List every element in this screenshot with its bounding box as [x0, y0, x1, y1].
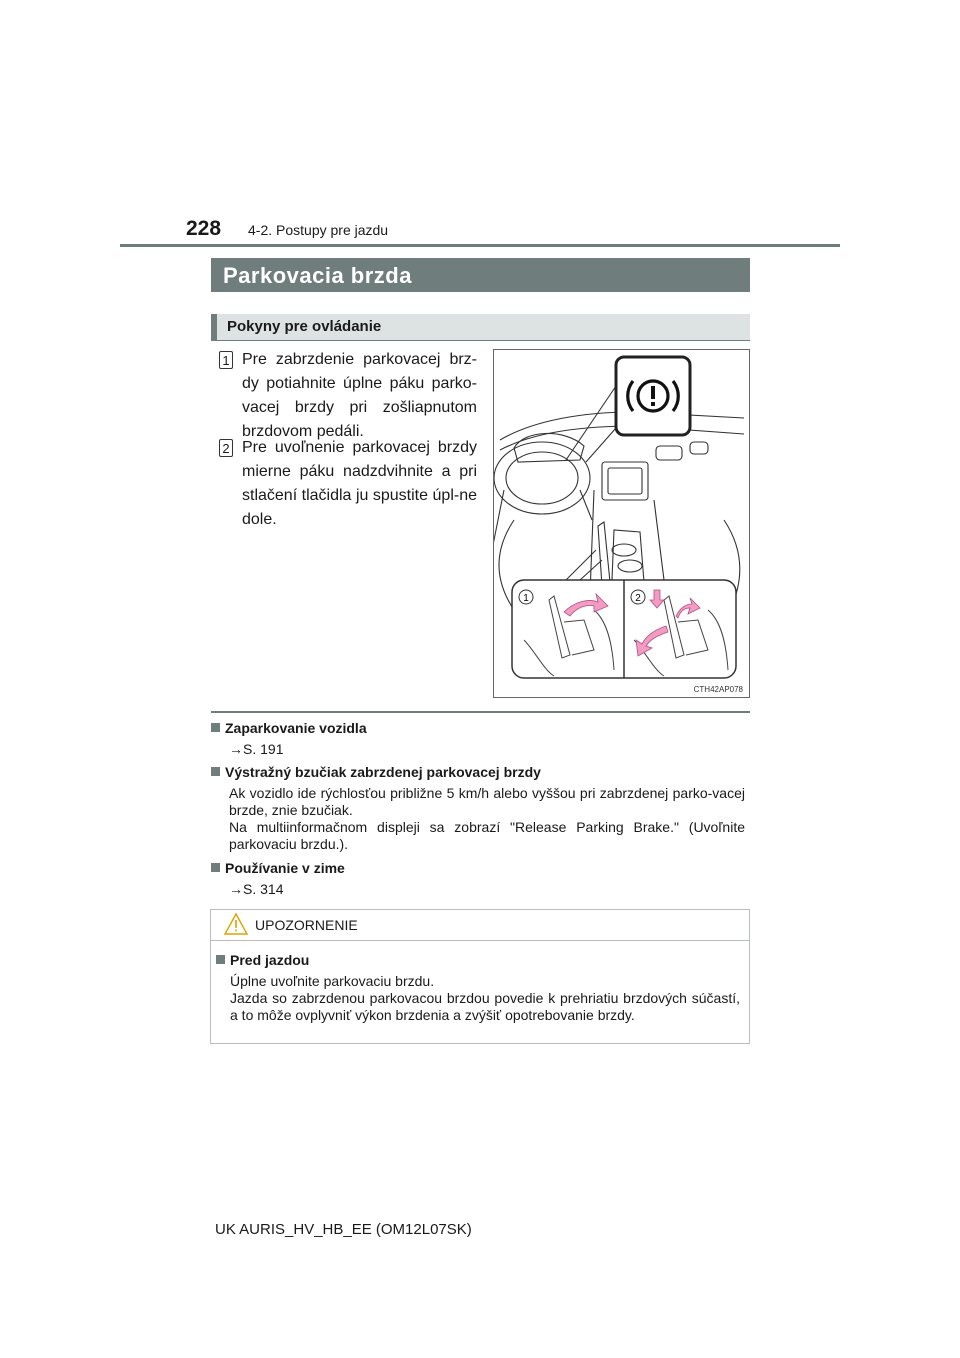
- note-1-body: →S. 191: [229, 741, 284, 757]
- caution-label: UPOZORNENIE: [255, 917, 358, 933]
- note-2-body: Ak vozidlo ide rýchlosťou približne 5 km/h alebo vyššou pri zabrzdenej parko-vacej brzde, znie bzučiak.: [229, 785, 745, 818]
- bullet-square-icon: [216, 955, 225, 964]
- header-rule: [120, 244, 840, 247]
- step-1-number: 1: [219, 351, 233, 369]
- step-1: [215, 348, 477, 444]
- parking-brake-drawing: [494, 350, 749, 697]
- section-divider: [211, 711, 750, 713]
- step-2-number: 2: [219, 439, 233, 457]
- chapter-title: 4-2. Postupy pre jazdu: [248, 222, 389, 238]
- note-2-title: Výstražný bzučiak zabrzdenej parkovacej brzdy: [211, 764, 541, 780]
- section-title: Parkovacia brzda: [223, 263, 412, 288]
- caution-line-1: Úplne uvoľnite parkovaciu brzdu.: [230, 973, 435, 989]
- caution-box: [210, 909, 750, 1044]
- step-1-text: Pre zabrzdenie parkovacej brz-dy potiahnite úplne páku parko-vacej brzdy pri zošliapnutom brzdovom pedáli.: [242, 351, 477, 440]
- step-2-text: Pre uvoľnenie parkovacej brzdy mierne páku nadzdvihnite a pri stlačení tlačidla ju spustite úpl-ne dole.: [242, 439, 477, 528]
- parking-brake-illustration: [493, 349, 750, 698]
- footer-model-code: UK AURIS_HV_HB_EE (OM12L07SK): [215, 1221, 472, 1238]
- caution-line-2: Jazda so zabrzdenou parkovacou brzdou povedie k prehriatiu brzdových súčastí, a to môže ovplyvniť výkon brzdenia a zvýšiť opotrebovanie brzdy.: [230, 990, 740, 1023]
- note-3-title: Používanie v zime: [211, 860, 345, 876]
- note-2-body-2: Na multiinformačnom displeji sa zobrazí "Release Parking Brake." (Uvoľnite parkovaciu brzdu.).: [229, 819, 745, 852]
- caution-heading: Pred jazdou: [216, 952, 309, 968]
- inset-1-label: 1: [523, 593, 529, 604]
- bullet-square-icon: [211, 767, 220, 776]
- caution-header: [211, 910, 749, 941]
- bullet-square-icon: [211, 863, 220, 872]
- step-2: [215, 436, 477, 532]
- bullet-square-icon: [211, 723, 220, 732]
- subsection-tab: [211, 314, 217, 341]
- section-title-bar: [211, 258, 750, 292]
- figure-code: CTH42AP078: [693, 685, 743, 694]
- note-1-title: Zaparkovanie vozidla: [211, 720, 367, 736]
- subsection-bar: [211, 314, 750, 341]
- note-3-body: →S. 314: [229, 881, 284, 897]
- page-number: 228: [186, 217, 222, 240]
- warning-triangle-icon: [224, 913, 248, 935]
- inset-2-label: 2: [635, 593, 641, 604]
- subsection-title: Pokyny pre ovládanie: [227, 318, 382, 335]
